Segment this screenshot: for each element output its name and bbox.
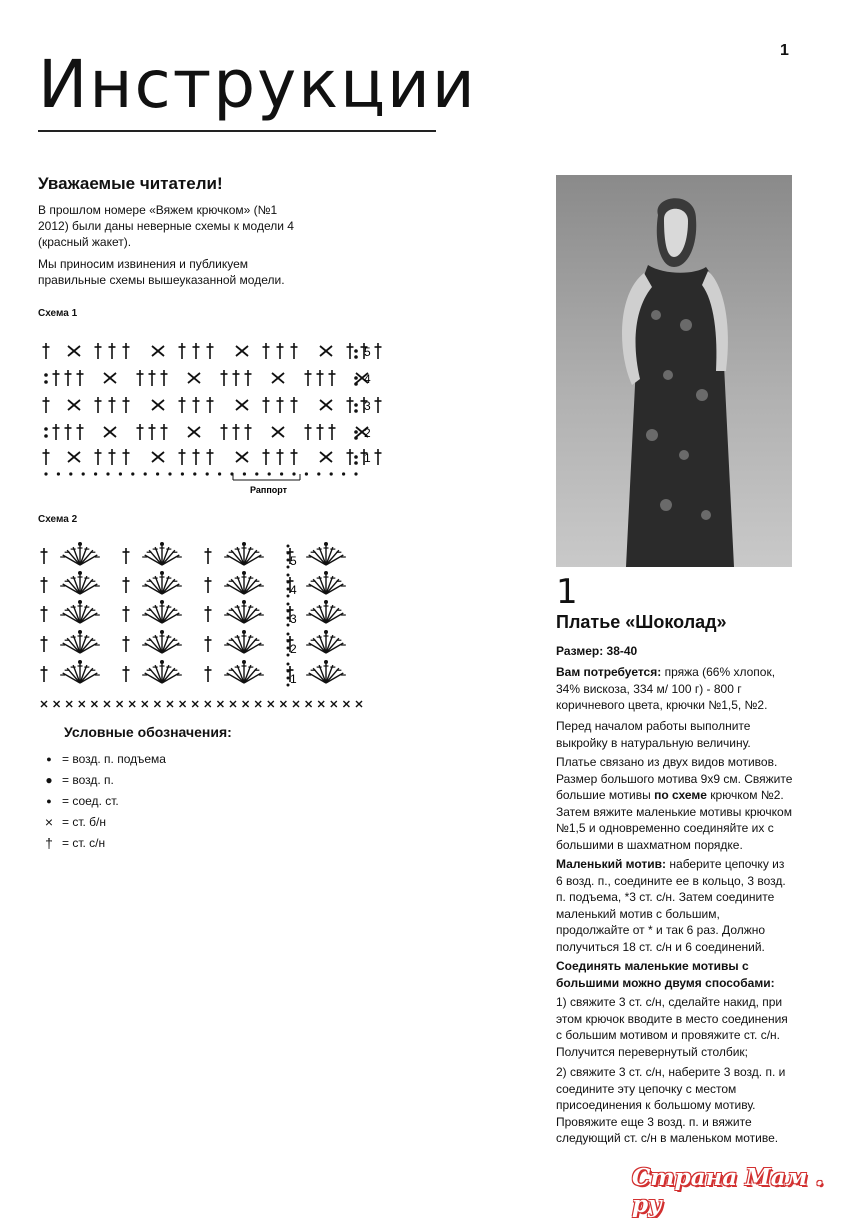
chain-dot [354,472,357,475]
chain-dot [78,630,82,634]
title-rule [38,130,436,132]
small-dot-icon: ● [46,795,52,806]
legend-item [40,769,232,790]
legend-item-text: = возд. п. подъема [62,751,166,766]
legend-item-text: = ст. б/н [62,814,107,829]
row-number-label: 4 [290,583,297,597]
scheme-2-label: Схема 2 [38,514,78,525]
legend-title: Условные обозначения: [64,724,232,740]
chain-dot [324,571,328,575]
chain-dot [119,472,122,475]
chain-dot [44,427,48,431]
chain-dot [131,472,134,475]
chain-dot [160,542,164,546]
scheme-2-symbols [41,542,363,707]
chain-dot [78,660,82,664]
chain-dot [317,472,320,475]
scheme-1-row-numbers [364,345,371,465]
chain-dot [160,600,164,604]
chain-dot [78,600,82,604]
chain-dot [268,472,271,475]
chain-dot [44,434,48,438]
scheme-2-row-numbers [290,554,297,686]
chain-dot [78,571,82,575]
paragraph-2-text-c: крючком №2. Затем вяжите маленькие мотивы крючком №1,5 и одновременно соединяйте их с большими в шахматном порядке. [556,788,792,852]
legend-item [40,790,232,811]
scheme-2-chart [38,540,388,712]
chain-dot [287,545,290,548]
chain-dot [78,542,82,546]
scheme-1-chart [38,336,388,496]
chain-dot [160,630,164,634]
chain-dot [206,472,209,475]
chain-dot [330,472,333,475]
chain-dot [242,660,246,664]
model-title: Платье «Шоколад» [556,612,727,632]
joining-heading: Соединять маленькие мотивы с большими можно двумя способами: [556,959,775,990]
chain-dot [242,571,246,575]
small-dot-icon: ● [46,753,52,764]
chain-dot [354,461,358,465]
row-number-label: 3 [290,612,297,626]
materials-label: Вам потребуется: [556,665,662,679]
chain-dot [156,472,159,475]
paragraph-2-bold: по схеме [654,788,707,802]
notice-heading: Уважаемые читатели! [38,174,223,193]
instruction-paragraph-2 [556,754,794,853]
legend-item [40,832,232,853]
chain-dot [324,630,328,634]
row-number-label: 5 [290,554,297,568]
chain-dot [354,430,358,434]
chain-dot [242,630,246,634]
notice-paragraph-2: Мы приносим извинения и публикуем правильные схемы вышеуказанной модели. [38,257,285,287]
paragraph-2-text-a: Платье связано из двух видов мотивов. Размер большого мотива 9x9 см. Свяжите большие мотивы [556,755,793,802]
row-number-label: 3 [364,399,371,413]
cross-icon: × [44,813,54,830]
chain-dot [218,472,221,475]
legend-item [40,748,232,769]
chain-dot [44,373,48,377]
chain-dot [82,472,85,475]
chain-dot [243,472,246,475]
chain-dot [160,571,164,575]
small-motif-label: Маленький мотив: [556,857,667,871]
chain-dot [255,472,258,475]
chain-dot [94,472,97,475]
rapport-label: Раппорт [250,485,288,495]
page-number: 1 [780,42,789,59]
row-number-label: 2 [290,642,297,656]
watermark-logo: Страна Мам . ру [632,1164,824,1218]
chain-dot [324,660,328,664]
materials-text: пряжа (66% хлопок, 34% вискоза, 334 м/ 100 г) - 800 г коричневого цвета, крючки №1,5, №2. [556,665,776,712]
legend [40,724,232,853]
chain-dot [144,472,147,475]
chain-dot [354,355,358,359]
chain-dot [44,472,47,475]
joining-method-1: 1) свяжите 3 ст. с/н, сделайте накид, при этом крючок вводите в место соединения с большим мотивом и провяжите ст. с/н. Получится перевернутый столбик; [556,995,788,1059]
chain-dot [280,472,283,475]
chain-dot [106,472,109,475]
row-number-label: 2 [364,426,371,440]
joining-method-2: 2) свяжите 3 ст. с/н, наберите 3 возд. п. и соедините эту цепочку с местом присоединения к большому мотиву. Провяжите еще 3 возд. п. и вяжите следующий ст. с/н в маленьком мотиве. [556,1065,786,1145]
chain-dot [292,472,295,475]
row-number-label: 1 [364,451,371,465]
chain-dot [354,455,358,459]
chain-dot [242,600,246,604]
model-number: 1 [556,572,578,612]
legend-item [40,811,232,832]
scheme-1-symbols [43,343,382,476]
chain-dot [354,349,358,353]
row-number-label: 4 [364,372,371,386]
small-motif-text: наберите цепочку из 6 возд. п., соедините ее в кольцо, 3 возд. п. подъема, *3 ст. с/н. Затем соедините маленький мотив с большим, продолжайте от * и так 6 раз. Должно получиться 18 ст. с/н и 6 соединений. [556,857,786,954]
materials-paragraph [556,664,794,714]
chain-dot [287,603,290,606]
chain-dot [354,409,358,413]
row-number-label: 5 [364,345,371,359]
instruction-paragraph-1: Перед началом работы выполните выкройку в натуральную величину. [556,719,751,750]
chain-dot [193,472,196,475]
dot-icon: ● [45,772,53,787]
chain-dot [305,472,308,475]
chain-dot [57,472,60,475]
chain-dot [287,663,290,666]
chain-dot [354,403,358,407]
chain-dot [242,542,246,546]
chain-dot [287,633,290,636]
dagger-icon: † [45,834,53,851]
scheme-1-label: Схема 1 [38,308,78,319]
chain-dot [181,472,184,475]
chain-dot [69,472,72,475]
small-motif-paragraph [556,856,794,955]
legend-item-text: = ст. с/н [62,835,106,850]
notice-paragraph-1: В прошлом номере «Вяжем крючком» (№1 2012) были даны неверные схемы к модели 4 (красный жакет). [38,203,294,249]
chain-dot [168,472,171,475]
page-title: Инструкции [38,46,477,123]
chain-dot [324,600,328,604]
chain-dot [354,376,358,380]
scheme-2-diagram [38,540,388,712]
chain-dot [342,472,345,475]
chain-dot [324,542,328,546]
chain-dot [44,380,48,384]
model-photo-illustration [556,175,792,567]
legend-item-text: = соед. ст. [62,793,119,808]
chain-dot [160,660,164,664]
chain-dot [287,574,290,577]
model-photo [556,175,792,567]
model-size: Размер: 38-40 [556,644,638,658]
row-number-label: 1 [290,672,297,686]
scheme-1-diagram [38,336,388,496]
legend-item-text: = возд. п. [62,772,114,787]
